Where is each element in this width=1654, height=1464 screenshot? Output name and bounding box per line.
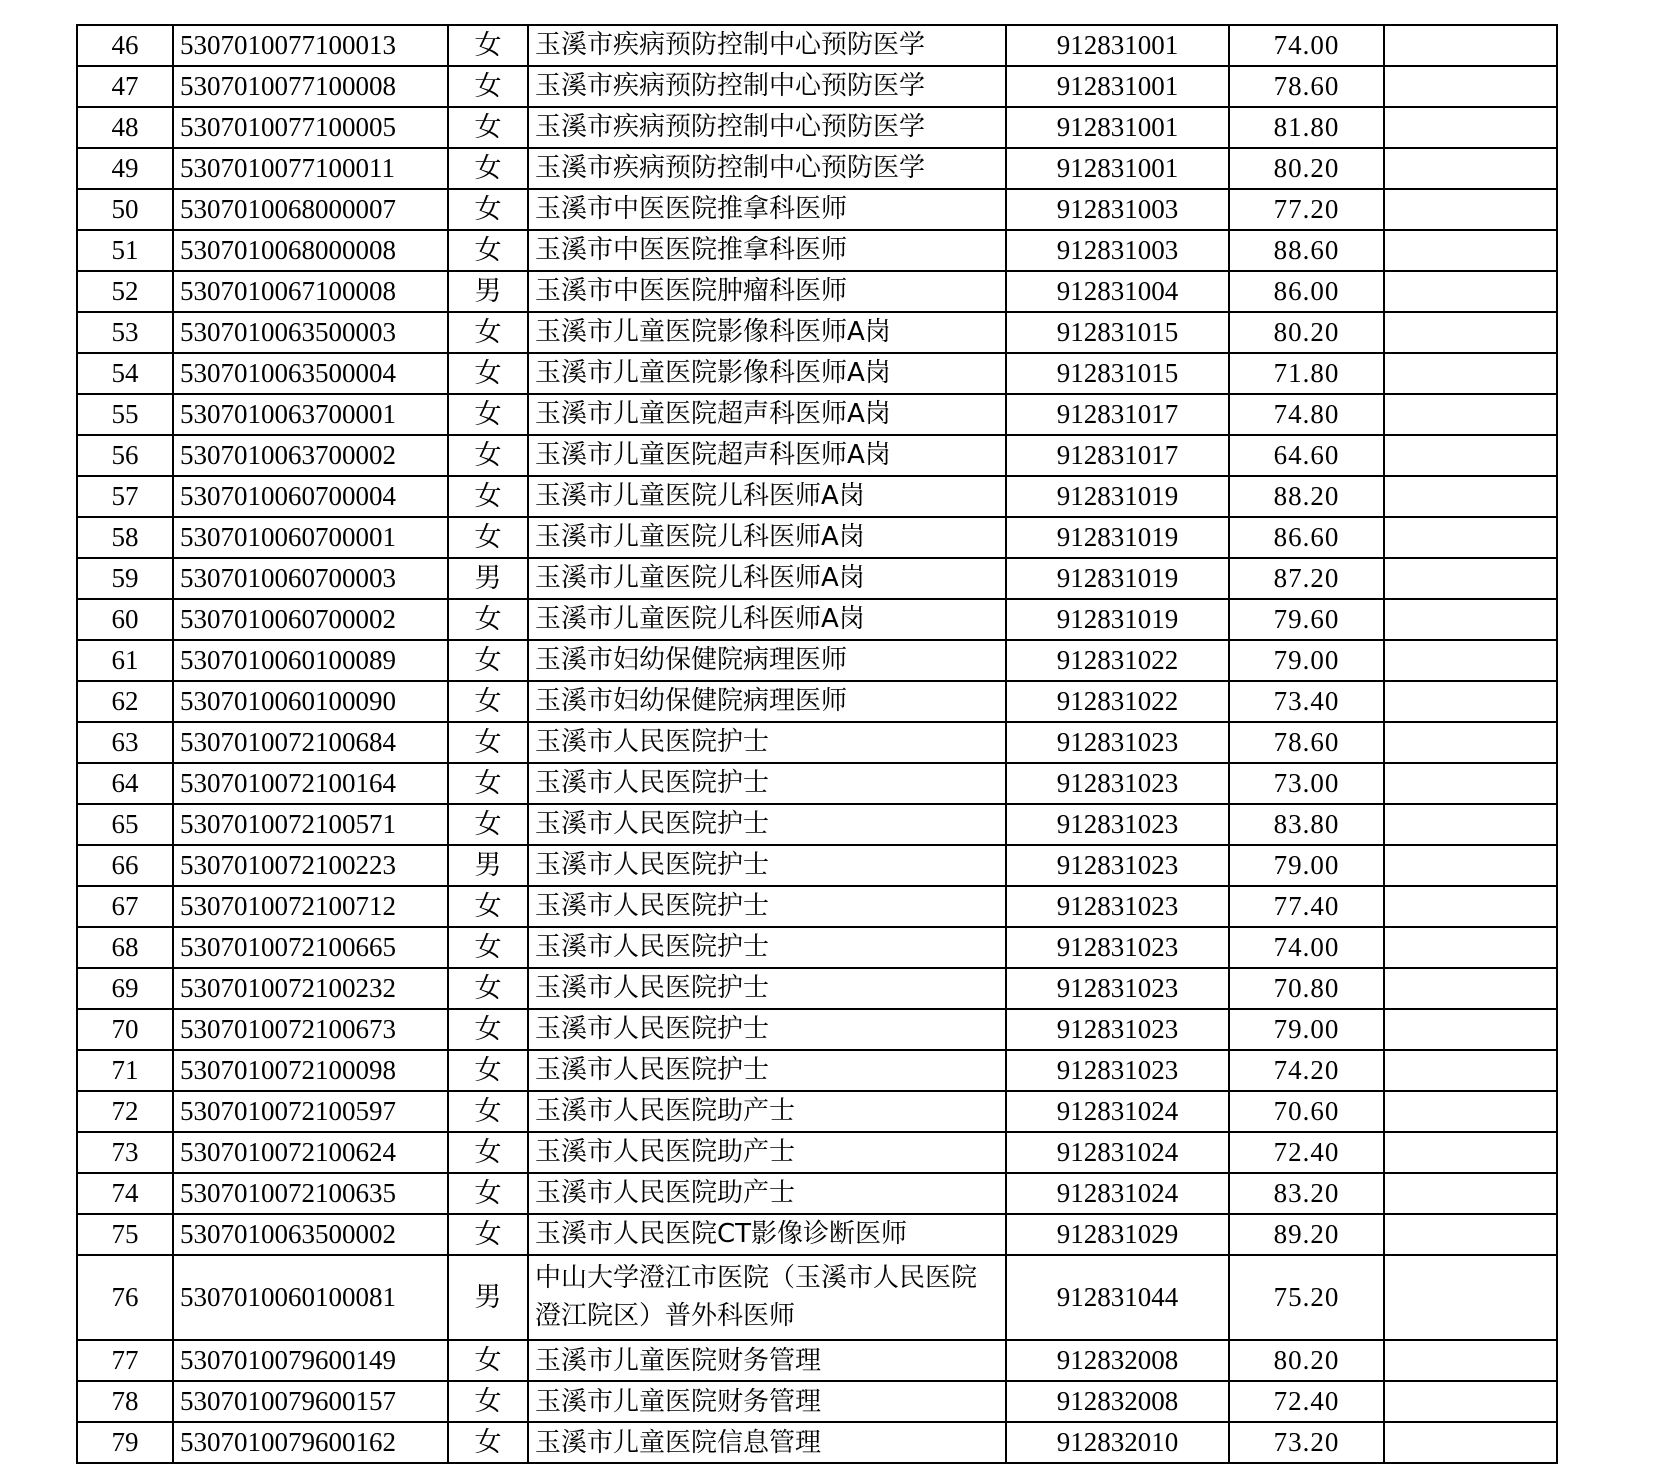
cell-admission-id: 5307010072100098: [173, 1050, 448, 1091]
cell-position-code: 912831023: [1006, 886, 1229, 927]
cell-sequence: 75: [77, 1214, 173, 1255]
cell-position: 玉溪市人民医院护士: [528, 968, 1006, 1009]
cell-position: 玉溪市人民医院护士: [528, 804, 1006, 845]
cell-note: [1384, 927, 1557, 968]
cell-position: 玉溪市儿童医院超声科医师A岗: [528, 435, 1006, 476]
cell-position-code: 912831019: [1006, 476, 1229, 517]
cell-position-code: 912831023: [1006, 1050, 1229, 1091]
cell-gender: 女: [448, 1009, 528, 1050]
cell-sequence: 67: [77, 886, 173, 927]
cell-gender: 女: [448, 312, 528, 353]
cell-note: [1384, 640, 1557, 681]
cell-sequence: 65: [77, 804, 173, 845]
table-row: [77, 394, 1557, 435]
cell-score: 77.40: [1229, 886, 1384, 927]
cell-position: 中山大学澄江市医院（玉溪市人民医院澄江院区）普外科医师: [528, 1255, 1006, 1340]
cell-admission-id: 5307010079600157: [173, 1381, 448, 1422]
cell-sequence: 78: [77, 1381, 173, 1422]
table-row: [77, 763, 1557, 804]
cell-position: 玉溪市儿童医院影像科医师A岗: [528, 312, 1006, 353]
cell-admission-id: 5307010067100008: [173, 271, 448, 312]
cell-sequence: 49: [77, 148, 173, 189]
cell-note: [1384, 189, 1557, 230]
cell-admission-id: 5307010060100081: [173, 1255, 448, 1340]
table-row: [77, 66, 1557, 107]
cell-admission-id: 5307010077100011: [173, 148, 448, 189]
cell-position: 玉溪市妇幼保健院病理医师: [528, 640, 1006, 681]
cell-position-code: 912831019: [1006, 599, 1229, 640]
cell-position: 玉溪市中医医院推拿科医师: [528, 230, 1006, 271]
cell-position: 玉溪市中医医院肿瘤科医师: [528, 271, 1006, 312]
cell-note: [1384, 66, 1557, 107]
table-row: [77, 230, 1557, 271]
cell-position-code: 912831015: [1006, 353, 1229, 394]
cell-note: [1384, 476, 1557, 517]
table-row: [77, 148, 1557, 189]
cell-sequence: 47: [77, 66, 173, 107]
cell-gender: 男: [448, 845, 528, 886]
table-row: [77, 640, 1557, 681]
cell-score: 88.20: [1229, 476, 1384, 517]
cell-note: [1384, 1340, 1557, 1381]
cell-gender: 女: [448, 599, 528, 640]
cell-position: 玉溪市疾病预防控制中心预防医学: [528, 148, 1006, 189]
cell-sequence: 68: [77, 927, 173, 968]
cell-score: 83.20: [1229, 1173, 1384, 1214]
cell-admission-id: 5307010060700001: [173, 517, 448, 558]
cell-sequence: 71: [77, 1050, 173, 1091]
cell-gender: 女: [448, 1381, 528, 1422]
cell-admission-id: 5307010063500002: [173, 1214, 448, 1255]
cell-position: 玉溪市儿童医院财务管理: [528, 1340, 1006, 1381]
cell-position: 玉溪市人民医院护士: [528, 722, 1006, 763]
cell-admission-id: 5307010072100232: [173, 968, 448, 1009]
cell-sequence: 55: [77, 394, 173, 435]
cell-position-code: 912831029: [1006, 1214, 1229, 1255]
table-row: [77, 107, 1557, 148]
cell-position: 玉溪市儿童医院儿科医师A岗: [528, 476, 1006, 517]
cell-sequence: 70: [77, 1009, 173, 1050]
cell-score: 73.40: [1229, 681, 1384, 722]
cell-gender: 女: [448, 189, 528, 230]
cell-score: 71.80: [1229, 353, 1384, 394]
cell-sequence: 74: [77, 1173, 173, 1214]
cell-position-code: 912832010: [1006, 1422, 1229, 1463]
cell-score: 74.00: [1229, 927, 1384, 968]
cell-position: 玉溪市人民医院护士: [528, 927, 1006, 968]
cell-note: [1384, 1091, 1557, 1132]
cell-score: 80.20: [1229, 148, 1384, 189]
cell-gender: 女: [448, 927, 528, 968]
cell-admission-id: 5307010072100571: [173, 804, 448, 845]
cell-sequence: 52: [77, 271, 173, 312]
cell-admission-id: 5307010072100712: [173, 886, 448, 927]
cell-score: 72.40: [1229, 1381, 1384, 1422]
cell-score: 75.20: [1229, 1255, 1384, 1340]
cell-sequence: 72: [77, 1091, 173, 1132]
cell-admission-id: 5307010072100164: [173, 763, 448, 804]
cell-position: 玉溪市人民医院护士: [528, 1050, 1006, 1091]
table-row: [77, 968, 1557, 1009]
cell-gender: 女: [448, 517, 528, 558]
cell-score: 74.20: [1229, 1050, 1384, 1091]
cell-position-code: 912831001: [1006, 107, 1229, 148]
cell-position-code: 912831023: [1006, 927, 1229, 968]
cell-admission-id: 5307010072100665: [173, 927, 448, 968]
cell-sequence: 46: [77, 25, 173, 66]
cell-position-code: 912831017: [1006, 435, 1229, 476]
cell-sequence: 54: [77, 353, 173, 394]
cell-gender: 女: [448, 886, 528, 927]
table-row: [77, 435, 1557, 476]
cell-gender: 女: [448, 148, 528, 189]
cell-score: 87.20: [1229, 558, 1384, 599]
cell-position: 玉溪市儿童医院超声科医师A岗: [528, 394, 1006, 435]
table-row: [77, 1340, 1557, 1381]
table-row: [77, 886, 1557, 927]
cell-sequence: 53: [77, 312, 173, 353]
cell-sequence: 66: [77, 845, 173, 886]
cell-admission-id: 5307010077100005: [173, 107, 448, 148]
cell-admission-id: 5307010079600162: [173, 1422, 448, 1463]
cell-position: 玉溪市人民医院助产士: [528, 1091, 1006, 1132]
cell-gender: 女: [448, 353, 528, 394]
table-row: [77, 1381, 1557, 1422]
cell-sequence: 57: [77, 476, 173, 517]
cell-sequence: 64: [77, 763, 173, 804]
cell-gender: 男: [448, 271, 528, 312]
table-row: [77, 722, 1557, 763]
cell-note: [1384, 558, 1557, 599]
cell-position-code: 912831024: [1006, 1132, 1229, 1173]
cell-position-code: 912831023: [1006, 968, 1229, 1009]
cell-score: 78.60: [1229, 66, 1384, 107]
table-row: [77, 353, 1557, 394]
cell-score: 80.20: [1229, 1340, 1384, 1381]
cell-position-code: 912831023: [1006, 1009, 1229, 1050]
cell-position: 玉溪市儿童医院儿科医师A岗: [528, 558, 1006, 599]
cell-score: 81.80: [1229, 107, 1384, 148]
cell-sequence: 62: [77, 681, 173, 722]
cell-position: 玉溪市儿童医院财务管理: [528, 1381, 1006, 1422]
cell-score: 79.00: [1229, 845, 1384, 886]
cell-note: [1384, 1132, 1557, 1173]
cell-note: [1384, 25, 1557, 66]
cell-position-code: 912831017: [1006, 394, 1229, 435]
cell-position-code: 912831044: [1006, 1255, 1229, 1340]
cell-score: 70.80: [1229, 968, 1384, 1009]
cell-note: [1384, 148, 1557, 189]
cell-gender: 女: [448, 681, 528, 722]
table-row: [77, 599, 1557, 640]
cell-gender: 男: [448, 1255, 528, 1340]
cell-note: [1384, 230, 1557, 271]
table-row: [77, 1255, 1557, 1340]
cell-note: [1384, 886, 1557, 927]
cell-gender: 女: [448, 25, 528, 66]
cell-note: [1384, 312, 1557, 353]
cell-gender: 女: [448, 640, 528, 681]
cell-gender: 女: [448, 1050, 528, 1091]
cell-sequence: 73: [77, 1132, 173, 1173]
cell-admission-id: 5307010063700002: [173, 435, 448, 476]
cell-note: [1384, 1255, 1557, 1340]
cell-gender: 女: [448, 230, 528, 271]
cell-position: 玉溪市人民医院助产士: [528, 1132, 1006, 1173]
cell-position-code: 912831022: [1006, 640, 1229, 681]
table-row: [77, 1091, 1557, 1132]
cell-position-code: 912832008: [1006, 1381, 1229, 1422]
cell-position-code: 912831015: [1006, 312, 1229, 353]
cell-sequence: 79: [77, 1422, 173, 1463]
table-row: [77, 189, 1557, 230]
cell-score: 79.00: [1229, 640, 1384, 681]
table-row: [77, 1132, 1557, 1173]
cell-note: [1384, 517, 1557, 558]
cell-position: 玉溪市人民医院护士: [528, 886, 1006, 927]
roster-table-container: [76, 24, 1556, 1464]
cell-note: [1384, 435, 1557, 476]
cell-admission-id: 5307010060100090: [173, 681, 448, 722]
cell-position: 玉溪市人民医院护士: [528, 1009, 1006, 1050]
cell-admission-id: 5307010072100673: [173, 1009, 448, 1050]
cell-sequence: 77: [77, 1340, 173, 1381]
cell-admission-id: 5307010060700002: [173, 599, 448, 640]
cell-position-code: 912831024: [1006, 1173, 1229, 1214]
cell-note: [1384, 1050, 1557, 1091]
cell-note: [1384, 1214, 1557, 1255]
cell-gender: 女: [448, 722, 528, 763]
cell-admission-id: 5307010072100684: [173, 722, 448, 763]
cell-note: [1384, 599, 1557, 640]
cell-position: 玉溪市人民医院护士: [528, 845, 1006, 886]
cell-gender: 女: [448, 66, 528, 107]
cell-score: 89.20: [1229, 1214, 1384, 1255]
cell-note: [1384, 1173, 1557, 1214]
cell-gender: 女: [448, 394, 528, 435]
cell-sequence: 48: [77, 107, 173, 148]
cell-sequence: 51: [77, 230, 173, 271]
cell-note: [1384, 681, 1557, 722]
cell-gender: 女: [448, 1091, 528, 1132]
cell-gender: 女: [448, 435, 528, 476]
cell-sequence: 56: [77, 435, 173, 476]
table-row: [77, 1214, 1557, 1255]
cell-position-code: 912831023: [1006, 722, 1229, 763]
cell-sequence: 61: [77, 640, 173, 681]
cell-admission-id: 5307010060700003: [173, 558, 448, 599]
cell-score: 70.60: [1229, 1091, 1384, 1132]
cell-note: [1384, 968, 1557, 1009]
cell-admission-id: 5307010063500003: [173, 312, 448, 353]
cell-note: [1384, 107, 1557, 148]
cell-sequence: 60: [77, 599, 173, 640]
cell-score: 72.40: [1229, 1132, 1384, 1173]
cell-sequence: 50: [77, 189, 173, 230]
table-row: [77, 845, 1557, 886]
cell-admission-id: 5307010060100089: [173, 640, 448, 681]
table-row: [77, 517, 1557, 558]
cell-position: 玉溪市儿童医院信息管理: [528, 1422, 1006, 1463]
cell-admission-id: 5307010079600149: [173, 1340, 448, 1381]
cell-gender: 女: [448, 1422, 528, 1463]
roster-table-body: [77, 25, 1557, 1463]
cell-sequence: 58: [77, 517, 173, 558]
table-row: [77, 25, 1557, 66]
cell-position: 玉溪市儿童医院影像科医师A岗: [528, 353, 1006, 394]
cell-position: 玉溪市人民医院助产士: [528, 1173, 1006, 1214]
cell-admission-id: 5307010060700004: [173, 476, 448, 517]
cell-note: [1384, 353, 1557, 394]
cell-position-code: 912831024: [1006, 1091, 1229, 1132]
cell-position: 玉溪市疾病预防控制中心预防医学: [528, 66, 1006, 107]
table-row: [77, 1009, 1557, 1050]
cell-score: 79.00: [1229, 1009, 1384, 1050]
table-row: [77, 681, 1557, 722]
cell-admission-id: 5307010072100624: [173, 1132, 448, 1173]
cell-gender: 女: [448, 476, 528, 517]
cell-gender: 女: [448, 968, 528, 1009]
cell-sequence: 63: [77, 722, 173, 763]
cell-position: 玉溪市人民医院护士: [528, 763, 1006, 804]
cell-note: [1384, 763, 1557, 804]
cell-score: 74.00: [1229, 25, 1384, 66]
cell-admission-id: 5307010063500004: [173, 353, 448, 394]
table-row: [77, 804, 1557, 845]
cell-position: 玉溪市儿童医院儿科医师A岗: [528, 599, 1006, 640]
cell-note: [1384, 271, 1557, 312]
cell-gender: 女: [448, 1214, 528, 1255]
table-row: [77, 476, 1557, 517]
roster-table: [76, 24, 1558, 1464]
cell-score: 80.20: [1229, 312, 1384, 353]
cell-admission-id: 5307010068000008: [173, 230, 448, 271]
cell-note: [1384, 1009, 1557, 1050]
cell-position-code: 912831001: [1006, 66, 1229, 107]
cell-position: 玉溪市疾病预防控制中心预防医学: [528, 107, 1006, 148]
cell-sequence: 76: [77, 1255, 173, 1340]
cell-score: 79.60: [1229, 599, 1384, 640]
table-row: [77, 558, 1557, 599]
cell-score: 73.20: [1229, 1422, 1384, 1463]
cell-sequence: 59: [77, 558, 173, 599]
table-row: [77, 1050, 1557, 1091]
cell-position: 玉溪市疾病预防控制中心预防医学: [528, 25, 1006, 66]
cell-admission-id: 5307010077100008: [173, 66, 448, 107]
cell-position-code: 912831003: [1006, 189, 1229, 230]
cell-position-code: 912832008: [1006, 1340, 1229, 1381]
cell-gender: 男: [448, 558, 528, 599]
cell-score: 64.60: [1229, 435, 1384, 476]
cell-score: 74.80: [1229, 394, 1384, 435]
cell-position-code: 912831022: [1006, 681, 1229, 722]
cell-admission-id: 5307010068000007: [173, 189, 448, 230]
cell-admission-id: 5307010072100223: [173, 845, 448, 886]
cell-note: [1384, 845, 1557, 886]
cell-position-code: 912831023: [1006, 845, 1229, 886]
cell-position-code: 912831001: [1006, 25, 1229, 66]
cell-gender: 女: [448, 1132, 528, 1173]
cell-position-code: 912831023: [1006, 804, 1229, 845]
cell-position-code: 912831023: [1006, 763, 1229, 804]
cell-position-code: 912831019: [1006, 558, 1229, 599]
cell-score: 88.60: [1229, 230, 1384, 271]
cell-score: 83.80: [1229, 804, 1384, 845]
table-row: [77, 1173, 1557, 1214]
cell-gender: 女: [448, 1173, 528, 1214]
cell-position-code: 912831001: [1006, 148, 1229, 189]
cell-score: 86.60: [1229, 517, 1384, 558]
cell-admission-id: 5307010072100635: [173, 1173, 448, 1214]
cell-gender: 女: [448, 1340, 528, 1381]
cell-admission-id: 5307010077100013: [173, 25, 448, 66]
table-row: [77, 1422, 1557, 1463]
cell-note: [1384, 394, 1557, 435]
cell-note: [1384, 722, 1557, 763]
cell-score: 77.20: [1229, 189, 1384, 230]
cell-gender: 女: [448, 804, 528, 845]
table-row: [77, 271, 1557, 312]
cell-note: [1384, 1381, 1557, 1422]
cell-score: 73.00: [1229, 763, 1384, 804]
cell-position: 玉溪市儿童医院儿科医师A岗: [528, 517, 1006, 558]
cell-note: [1384, 1422, 1557, 1463]
cell-position: 玉溪市妇幼保健院病理医师: [528, 681, 1006, 722]
cell-position: 玉溪市人民医院CT影像诊断医师: [528, 1214, 1006, 1255]
cell-position-code: 912831003: [1006, 230, 1229, 271]
table-row: [77, 312, 1557, 353]
table-row: [77, 927, 1557, 968]
cell-sequence: 69: [77, 968, 173, 1009]
cell-admission-id: 5307010072100597: [173, 1091, 448, 1132]
cell-note: [1384, 804, 1557, 845]
cell-position-code: 912831004: [1006, 271, 1229, 312]
cell-score: 78.60: [1229, 722, 1384, 763]
cell-gender: 女: [448, 763, 528, 804]
cell-position: 玉溪市中医医院推拿科医师: [528, 189, 1006, 230]
cell-admission-id: 5307010063700001: [173, 394, 448, 435]
cell-position-code: 912831019: [1006, 517, 1229, 558]
cell-score: 86.00: [1229, 271, 1384, 312]
cell-gender: 女: [448, 107, 528, 148]
